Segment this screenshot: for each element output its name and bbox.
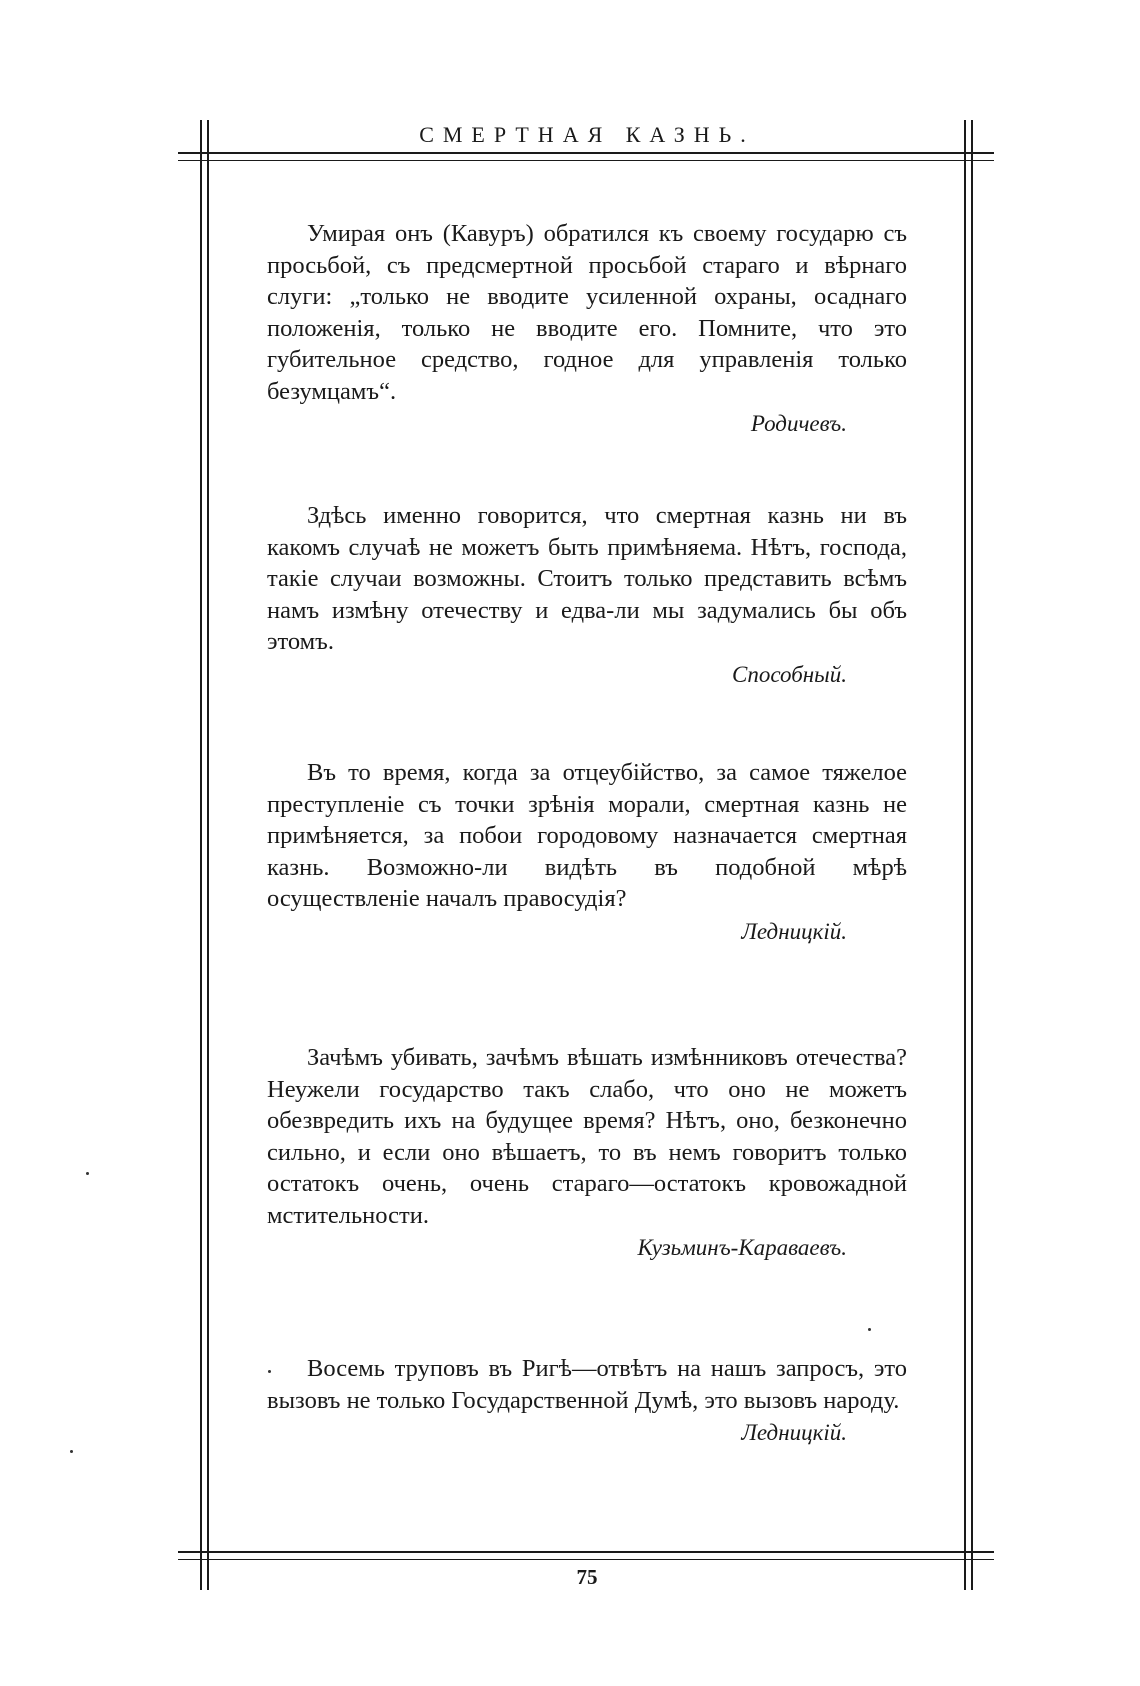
header-rule <box>178 152 994 161</box>
frame-line-left-inner <box>207 120 209 1590</box>
footer-rule <box>178 1551 994 1560</box>
print-speck <box>86 1172 89 1175</box>
quote-block <box>267 1042 907 1263</box>
quote-author: Ледницкій. <box>741 918 847 944</box>
quote-block <box>267 218 907 439</box>
quote-text: Въ то время, когда за отцеубійство, за самое тяжелое преступленіе съ точки зрѣнія морали, смертная казнь не примѣняется, за побои городовому назначается смертная казнь. Возможно-ли видѣть въ подобной мѣрѣ осуществленіе началъ правосудія? <box>267 759 907 912</box>
frame-line-right-inner <box>964 120 966 1590</box>
print-speck <box>268 1370 271 1373</box>
quote-author: Ледницкій. <box>741 1420 847 1445</box>
running-title: СМЕРТНАЯ КАЗНЬ. <box>419 122 755 147</box>
page-number: 75 <box>576 1565 598 1589</box>
quote-text: Восемь труповъ въ Ригѣ—отвѣтъ на нашъ запросъ, это вызовъ не только Государственной Думѣ, это вызовъ народу. <box>267 1355 907 1414</box>
print-speck <box>868 1328 871 1331</box>
quote-author: Кузьминъ-Караваевъ. <box>637 1235 847 1260</box>
quote-text: Здѣсь именно говорится, что смертная казнь ни въ какомъ случаѣ не можетъ быть примѣняема. Нѣтъ, господа, такіе случаи возможны. Стоитъ только представить всѣмъ намъ измѣну отечеству и едва-ли мы задумались бы объ этомъ. <box>267 502 907 655</box>
quote-text: Умирая онъ (Кавуръ) обратился къ своему государю съ просьбой, съ предсмертной просьбой стараго и вѣрнаго слуги: „только не вводите усиленной охраны, осаднаго положенія, только не вводите его. Помните, что это губительное средство, годное для управленія только безумцамъ“. <box>267 220 907 405</box>
quote-block <box>267 1353 907 1448</box>
frame-line-left-outer <box>200 120 202 1590</box>
quote-text: Зачѣмъ убивать, зачѣмъ вѣшать измѣнниковъ отечества? Неужели государство такъ слабо, что оно не можетъ обезвредить ихъ на будущее время? Нѣтъ, оно, безконечно сильно, и если оно вѣшаетъ, то въ немъ говоритъ только остатокъ очень, очень стараго—остатокъ кровожадной мстительности. <box>267 1044 907 1229</box>
quote-author: Способный. <box>732 661 847 687</box>
print-speck <box>70 1450 73 1453</box>
frame-line-right-outer <box>971 120 973 1590</box>
quote-block <box>267 757 907 947</box>
quote-block <box>267 500 907 690</box>
quote-author: Родичевъ. <box>750 411 847 436</box>
